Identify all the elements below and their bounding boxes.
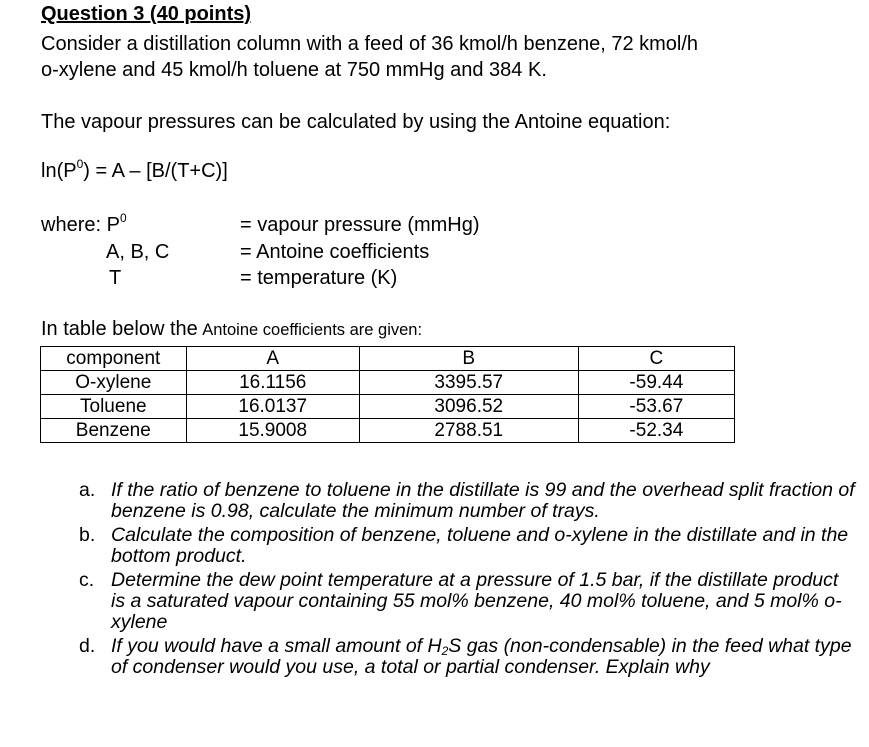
subquestion-label: d. [79,635,96,657]
antoine-equation [41,158,228,184]
problem-line-1: Consider a distillation column with a feed of 36 kmol/h benzene, 72 kmol/h [41,33,699,55]
where-superscript: 0 [119,211,127,225]
table-cell: O-xylene [41,371,187,395]
header-c: C [578,347,734,371]
header-component: component [41,347,187,371]
definition-symbol-3: T [109,267,122,289]
subquestion-b [67,525,857,567]
antoine-coefficients-table [40,346,735,443]
table-cell: 3395.57 [359,371,578,395]
subscript-2: 2 [441,644,449,658]
equation-lhs: ln(P [41,160,77,182]
table-caption [41,318,422,341]
subquestion-label: a. [79,479,96,501]
definition-symbol-2: A, B, C [106,241,170,263]
table-cell: -59.44 [578,371,734,395]
equation-superscript: 0 [76,157,84,171]
header-a: A [186,347,359,371]
question-title: Question 3 (40 points) [41,3,252,25]
header-b: B [359,347,578,371]
subquestion-d [67,636,857,678]
table-row [41,371,735,395]
table-row [41,419,735,443]
where-text: where: P [41,214,120,236]
table-header-row [41,347,735,371]
table-cell: -52.34 [578,419,734,443]
table-caption-part2: Antoine coefficients are given: [202,321,423,339]
definition-meaning-2: = Antoine coefficients [240,241,430,263]
table-cell: 16.1156 [186,371,359,395]
subquestion-c [67,570,857,633]
table-cell: Benzene [41,419,187,443]
equation-rhs: ) = A – [B/(T+C)] [83,160,228,182]
subquestion-text-end: S gas (non-condensable) in the feed what type of condenser would you use, a total or partial condenser. Explain why [111,635,852,678]
subquestion-label: b. [79,524,96,546]
problem-line-2: o-xylene and 45 kmol/h toluene at 750 mmHg and 384 K. [41,59,547,81]
table-cell: 16.0137 [186,395,359,419]
table-caption-part1: In table below the [41,318,198,340]
subquestion-text-start: If you would have a small amount of H [111,635,442,657]
definition-meaning-1: = vapour pressure (mmHg) [240,214,480,236]
table-cell: -53.67 [578,395,734,419]
table-cell: Toluene [41,395,187,419]
subquestion-text: Determine the dew point temperature at a pressure of 1.5 bar, if the distillate product is a saturated vapour containing 55 mol% benzene, 40 mol% toluene, and 5 mol% o-xylene [111,569,842,633]
table-cell: 2788.51 [359,419,578,443]
subquestion-text: If the ratio of benzene to toluene in the distillate is 99 and the overhead split fraction of benzene is 0.98, calculate the minimum number of trays. [111,479,855,522]
table-cell: 15.9008 [186,419,359,443]
subquestion-text: Calculate the composition of benzene, toluene and o-xylene in the distillate and in the bottom product. [111,524,849,567]
subquestion-text [111,635,852,678]
subquestion-a [67,480,857,522]
where-label [41,211,127,237]
antoine-intro: The vapour pressures can be calculated by using the Antoine equation: [41,111,671,133]
subquestion-label: c. [79,569,95,591]
table-cell: 3096.52 [359,395,578,419]
table-row [41,395,735,419]
subquestion-list [67,480,857,678]
problem-statement [41,31,698,83]
definition-meaning-3: = temperature (K) [240,267,398,289]
